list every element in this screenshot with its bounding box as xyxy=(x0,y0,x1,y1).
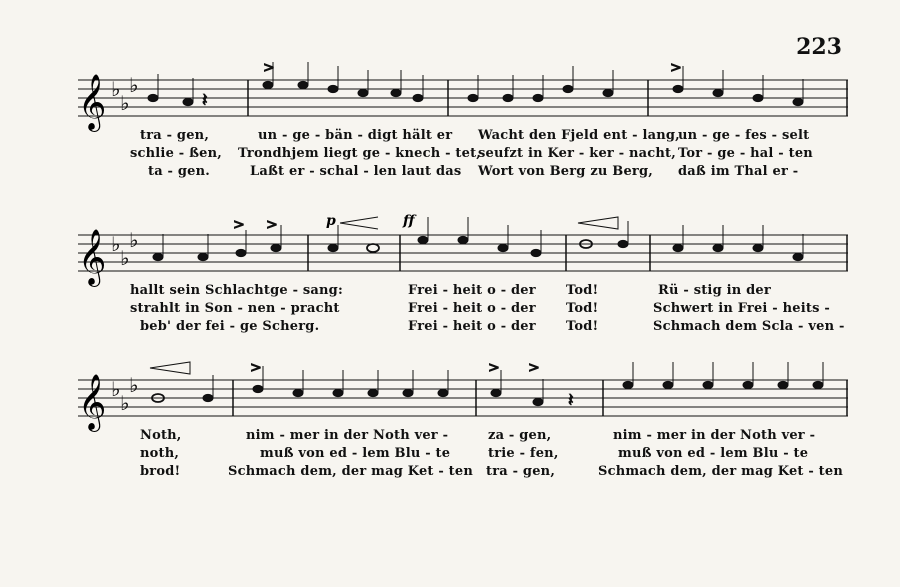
lyric-text: Rü - stig in der xyxy=(658,283,771,298)
lyric-line xyxy=(78,283,848,301)
treble-clef: 𝄞 xyxy=(78,74,107,130)
dynamic-fortissimo: ff xyxy=(403,213,415,229)
svg-text:>: > xyxy=(233,217,245,233)
lyric-line xyxy=(78,146,848,164)
lyric-text: Frei - heit o - der xyxy=(408,301,536,316)
lyric-text: Wacht den Fjeld ent - lang, xyxy=(478,128,680,143)
lyric-text: Schwert in Frei - heits - xyxy=(653,301,830,316)
lyrics-system-2 xyxy=(78,283,848,337)
lyric-line xyxy=(78,464,848,482)
lyric-text: Laßt er - schal - len laut das xyxy=(250,164,462,179)
page-number: 223 xyxy=(796,34,842,60)
lyric-text: trie - fen, xyxy=(488,446,559,461)
svg-text:♭: ♭ xyxy=(111,232,121,256)
lyric-line xyxy=(78,301,848,319)
lyric-text: Schmach dem Scla - ven - xyxy=(653,319,845,334)
svg-text:♭: ♭ xyxy=(129,228,139,252)
lyric-text: tra - gen, xyxy=(140,128,210,143)
lyric-line xyxy=(78,319,848,337)
lyric-text: Schmach dem, der mag Ket - ten xyxy=(228,464,473,479)
lyric-text: strahlt in Son - nen - pracht xyxy=(130,301,340,316)
lyric-text: muß von ed - lem Blu - te xyxy=(618,446,809,461)
lyric-line xyxy=(78,446,848,464)
lyric-text: un - ge - fes - selt xyxy=(678,128,810,143)
svg-text:♭: ♭ xyxy=(120,391,130,415)
lyric-text: nim - mer in der Noth ver - xyxy=(613,428,816,443)
lyric-text: Noth, xyxy=(140,428,182,443)
svg-text:>: > xyxy=(250,360,262,376)
lyric-text: un - ge - bän - digt hält er xyxy=(258,128,453,143)
lyric-text: tra - gen, xyxy=(486,464,556,479)
lyric-text: ta - gen. xyxy=(148,164,211,179)
lyric-text: Wort von Berg zu Berg, xyxy=(478,164,653,179)
lyric-text: Tod! xyxy=(566,283,599,298)
lyric-text: Frei - heit o - der xyxy=(408,319,536,334)
lyric-text: za - gen, xyxy=(488,428,552,443)
svg-text:𝄞: 𝄞 xyxy=(78,229,107,285)
lyrics-system-3 xyxy=(78,428,848,482)
svg-text:>: > xyxy=(528,360,540,376)
svg-text:>: > xyxy=(263,60,275,76)
lyric-text: beb' der fei - ge Scherg. xyxy=(140,319,320,334)
lyric-text: Tod! xyxy=(566,319,599,334)
svg-text:𝄽: 𝄽 xyxy=(568,390,574,411)
lyric-text: hallt sein Schlachtge - sang: xyxy=(130,283,343,298)
lyric-text: Frei - heit o - der xyxy=(408,283,536,298)
svg-text:𝄞: 𝄞 xyxy=(78,374,107,430)
lyric-text: brod! xyxy=(140,464,181,479)
lyric-text: Tor - ge - hal - ten xyxy=(678,146,813,161)
svg-text:♭: ♭ xyxy=(111,77,121,101)
svg-text:>: > xyxy=(670,60,682,76)
lyric-line xyxy=(78,428,848,446)
lyric-text: schlie - ßen, xyxy=(130,146,223,161)
svg-text:>: > xyxy=(488,360,500,376)
lyric-text: nim - mer in der Noth ver - xyxy=(246,428,449,443)
lyric-text: seufzt in Ker - ker - nacht, xyxy=(478,146,676,161)
lyric-line xyxy=(78,164,848,182)
lyric-text: muß von ed - lem Blu - te xyxy=(260,446,451,461)
svg-text:♭: ♭ xyxy=(129,373,139,397)
svg-text:>: > xyxy=(266,217,278,233)
staff-2 xyxy=(78,215,848,285)
lyrics-system-1 xyxy=(78,128,848,182)
lyric-text: daß im Thal er - xyxy=(678,164,799,179)
lyric-line xyxy=(78,128,848,146)
svg-text:♭: ♭ xyxy=(129,73,139,97)
dynamic-piano: p xyxy=(326,213,336,229)
svg-text:♭: ♭ xyxy=(111,377,121,401)
staff-1 xyxy=(78,60,848,130)
lyric-text: noth, xyxy=(140,446,180,461)
staff-3 xyxy=(78,360,848,430)
lyric-text: Trondhjem liegt ge - knech - tet, xyxy=(238,146,482,161)
lyric-text: Schmach dem, der mag Ket - ten xyxy=(598,464,843,479)
lyric-text: Tod! xyxy=(566,301,599,316)
svg-text:♭: ♭ xyxy=(120,246,130,270)
svg-text:𝄽: 𝄽 xyxy=(202,90,208,111)
svg-text:♭: ♭ xyxy=(120,91,130,115)
